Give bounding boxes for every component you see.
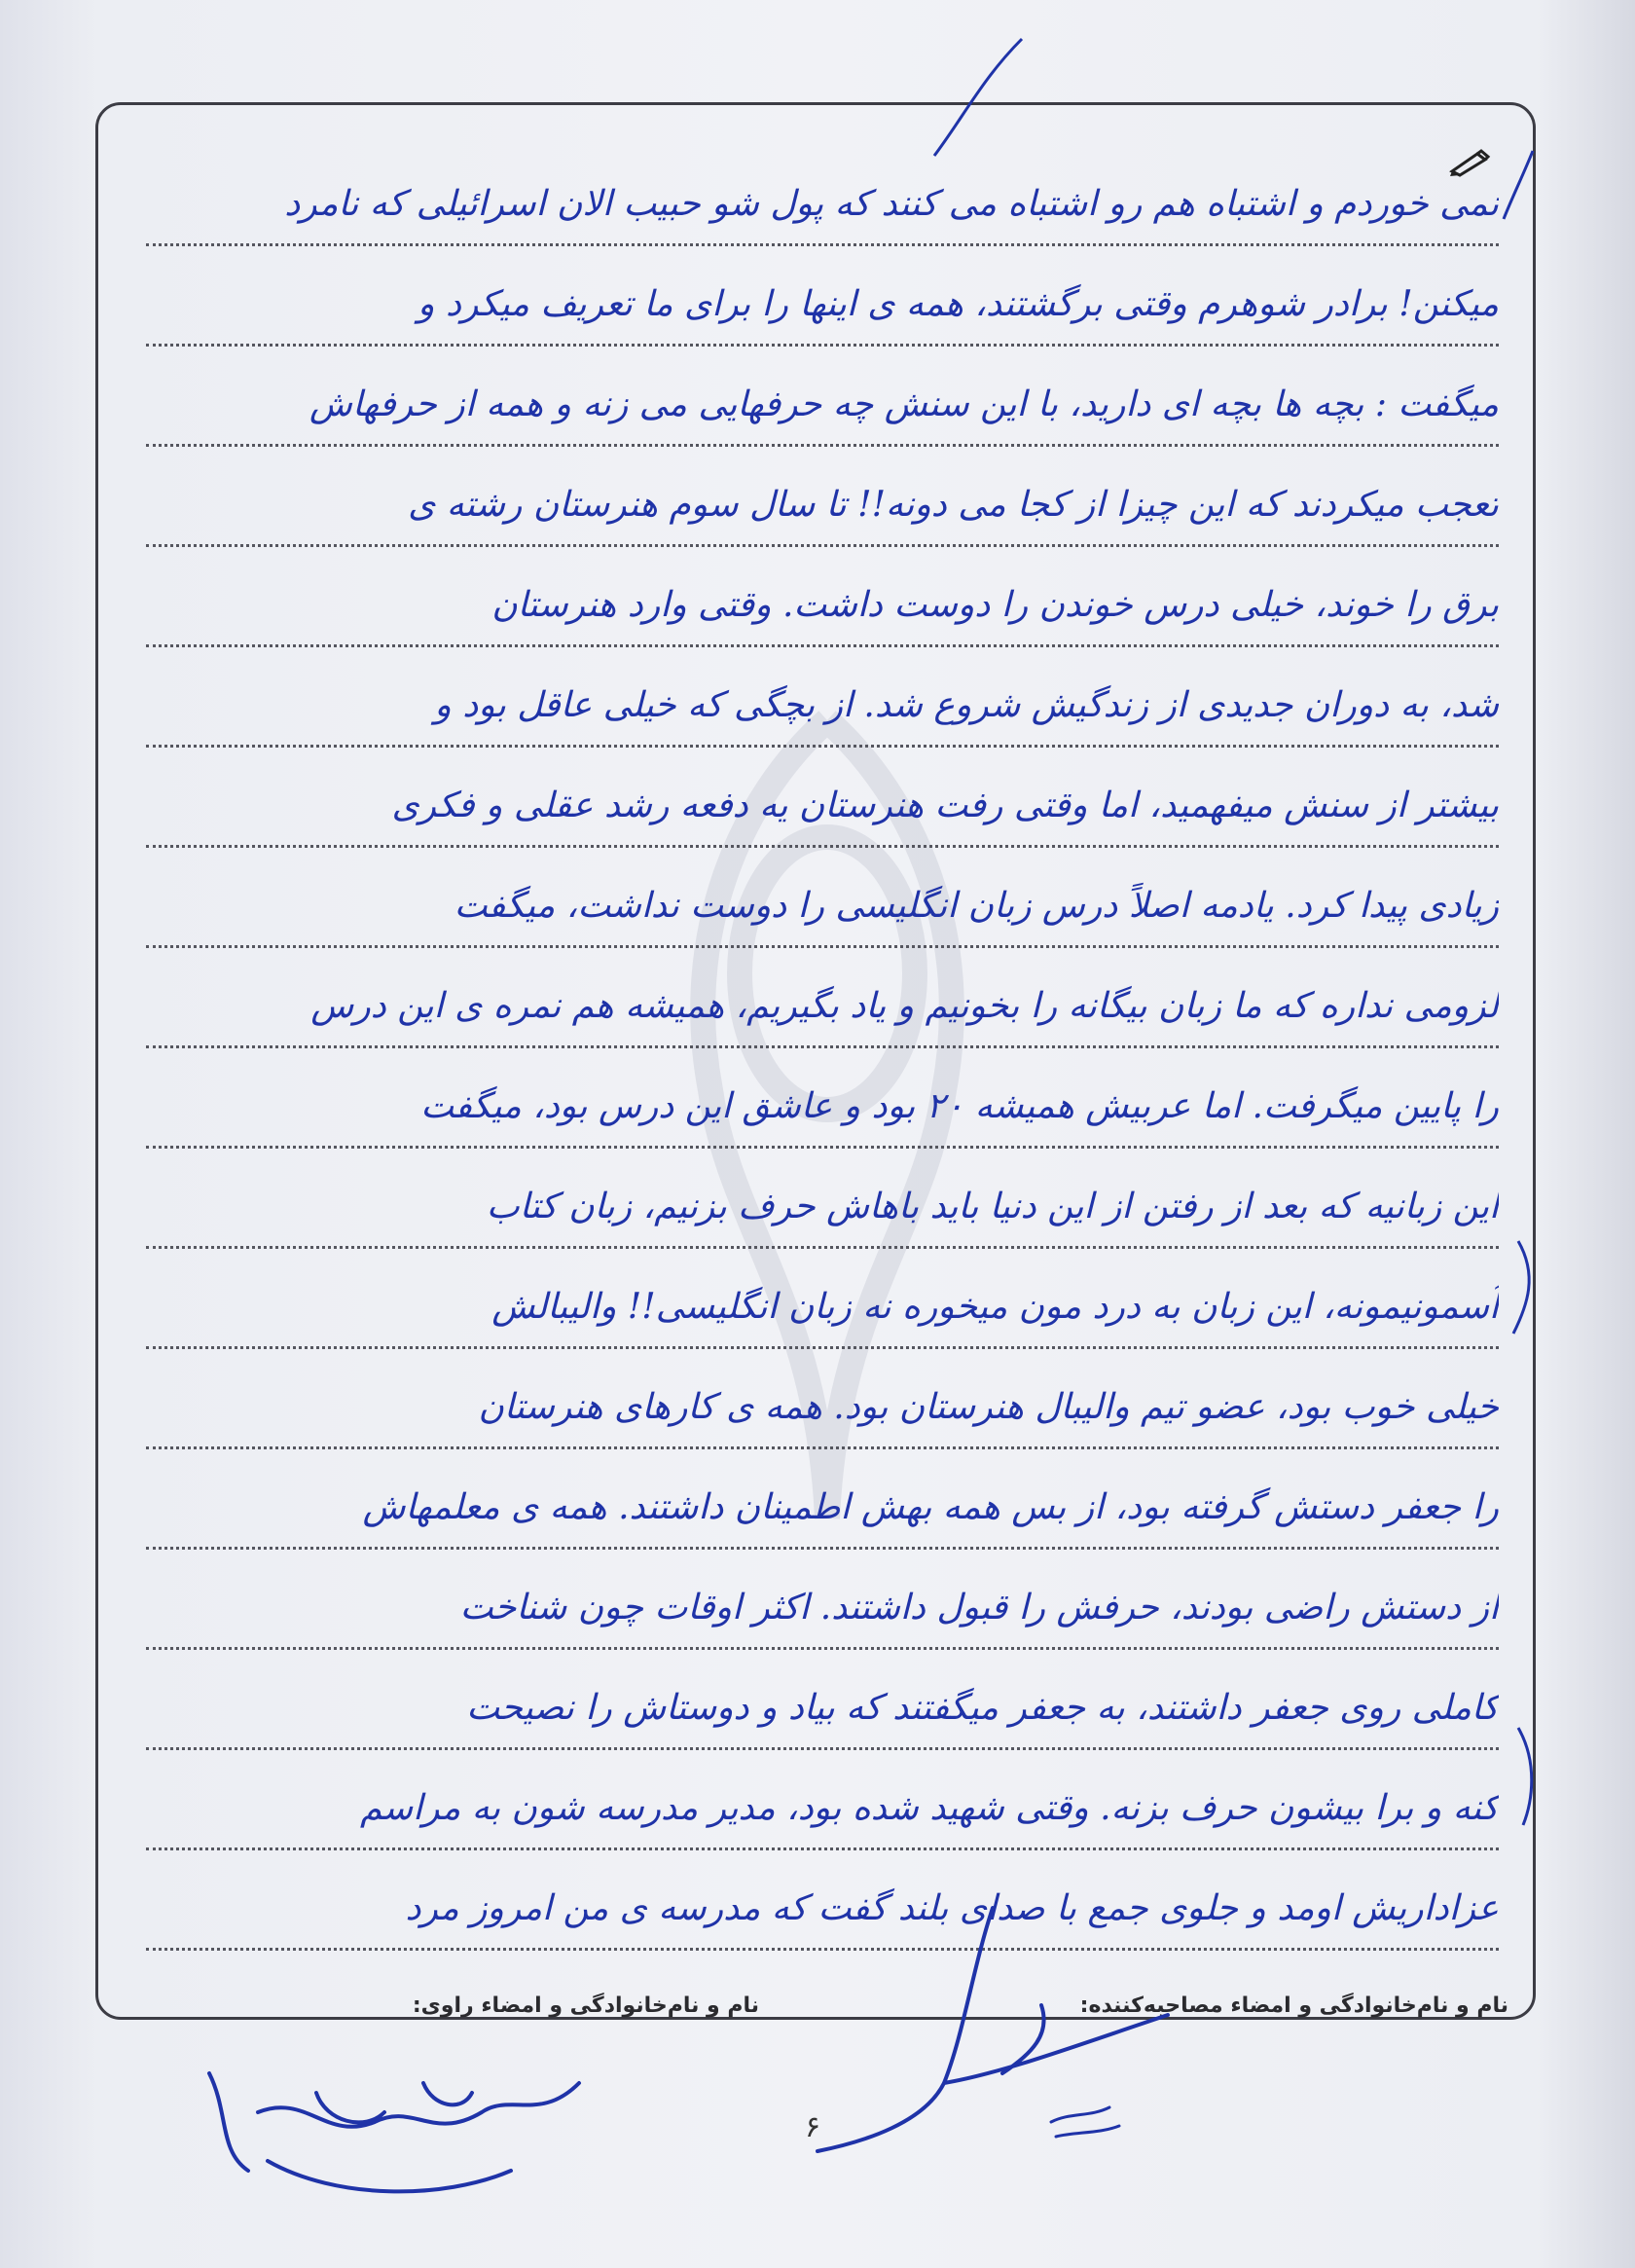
interviewer-signature-caption: نام و نام‌خانوادگی و امضاء مصاحبه‌کننده: xyxy=(1079,1994,1508,2018)
body-line: لزومی نداره که ما زبان بیگانه را بخونیم و یاد بگیریم، همیشه هم نمره ی این درس xyxy=(146,948,1499,1048)
body-line: خیلی خوب بود، عضو تیم والیبال هنرستان بود. همه ی کارهای هنرستان xyxy=(146,1349,1499,1449)
body-line: نمی خوردم و اشتباه هم رو اشتباه می کنند که پول شو حبیب الان اسرائیلی که نامرد xyxy=(146,146,1499,246)
narrator-signature-caption: نام و نام‌خانوادگی و امضاء راوی: xyxy=(412,1994,759,2018)
body-line: کاملی روی جعفر داشتند، به جعفر میگفتند که بیاد و دوستاش را نصیحت xyxy=(146,1650,1499,1750)
body-line: این زبانیه که بعد از رفتن از این دنیا باید باهاش حرف بزنیم، زبان کتاب xyxy=(146,1149,1499,1249)
body-line: از دستش راضی بودند، حرفش را قبول داشتند. اکثر اوقات چون شناخت xyxy=(146,1550,1499,1650)
ink-mark xyxy=(1504,1723,1562,1830)
body-line: را جعفر دستش گرفته بود، از بس همه بهش اطمینان داشتند. همه ی معلمهاش xyxy=(146,1449,1499,1550)
narrator-signature xyxy=(190,2054,599,2210)
body-line: میکنن! برادر شوهرم وقتی برگشتند، همه ی اینها را برای ما تعریف میکرد و xyxy=(146,246,1499,347)
handwritten-body xyxy=(146,146,1499,1951)
body-line: شد، به دوران جدیدی از زندگیش شروع شد. از بچگی که خیلی عاقل بود و xyxy=(146,647,1499,748)
interviewer-signature xyxy=(808,1888,1178,2171)
page-number: ۶ xyxy=(804,2110,821,2144)
ink-mark xyxy=(925,29,1041,165)
ink-mark xyxy=(1494,146,1552,224)
body-line: عزاداریش اومد و جلوی جمع با صدای بلند گفت که مدرسه ی من امروز مرد xyxy=(146,1850,1499,1951)
ink-mark xyxy=(1499,1236,1567,1343)
body-line: میگفت : بچه ها بچه ای دارید، با این سنش چه حرفهایی می زنه و همه از حرفهاش xyxy=(146,347,1499,447)
body-line: را پایین میگرفت. اما عربیش همیشه ۲۰ بود و عاشق این درس بود، میگفت xyxy=(146,1048,1499,1149)
body-line: زیادی پیدا کرد. یادمه اصلاً درس زبان انگلیسی را دوست نداشت، میگفت xyxy=(146,848,1499,948)
body-line: برق را خوند، خیلی درس خوندن را دوست داشت. وقتی وارد هنرستان xyxy=(146,547,1499,647)
body-line: آسمونیمونه، این زبان به درد مون میخوره نه زبان انگلیسی!! والیبالش xyxy=(146,1249,1499,1349)
body-line: بیشتر از سنش میفهمید، اما وقتی رفت هنرستان یه دفعه رشد عقلی و فکری xyxy=(146,748,1499,848)
body-line: کنه و برا بیشون حرف بزنه. وقتی شهید شده بود، مدیر مدرسه شون به مراسم xyxy=(146,1750,1499,1850)
body-line: تعجب میکردند که این چیزا از کجا می دونه!! تا سال سوم هنرستان رشته ی xyxy=(146,447,1499,547)
